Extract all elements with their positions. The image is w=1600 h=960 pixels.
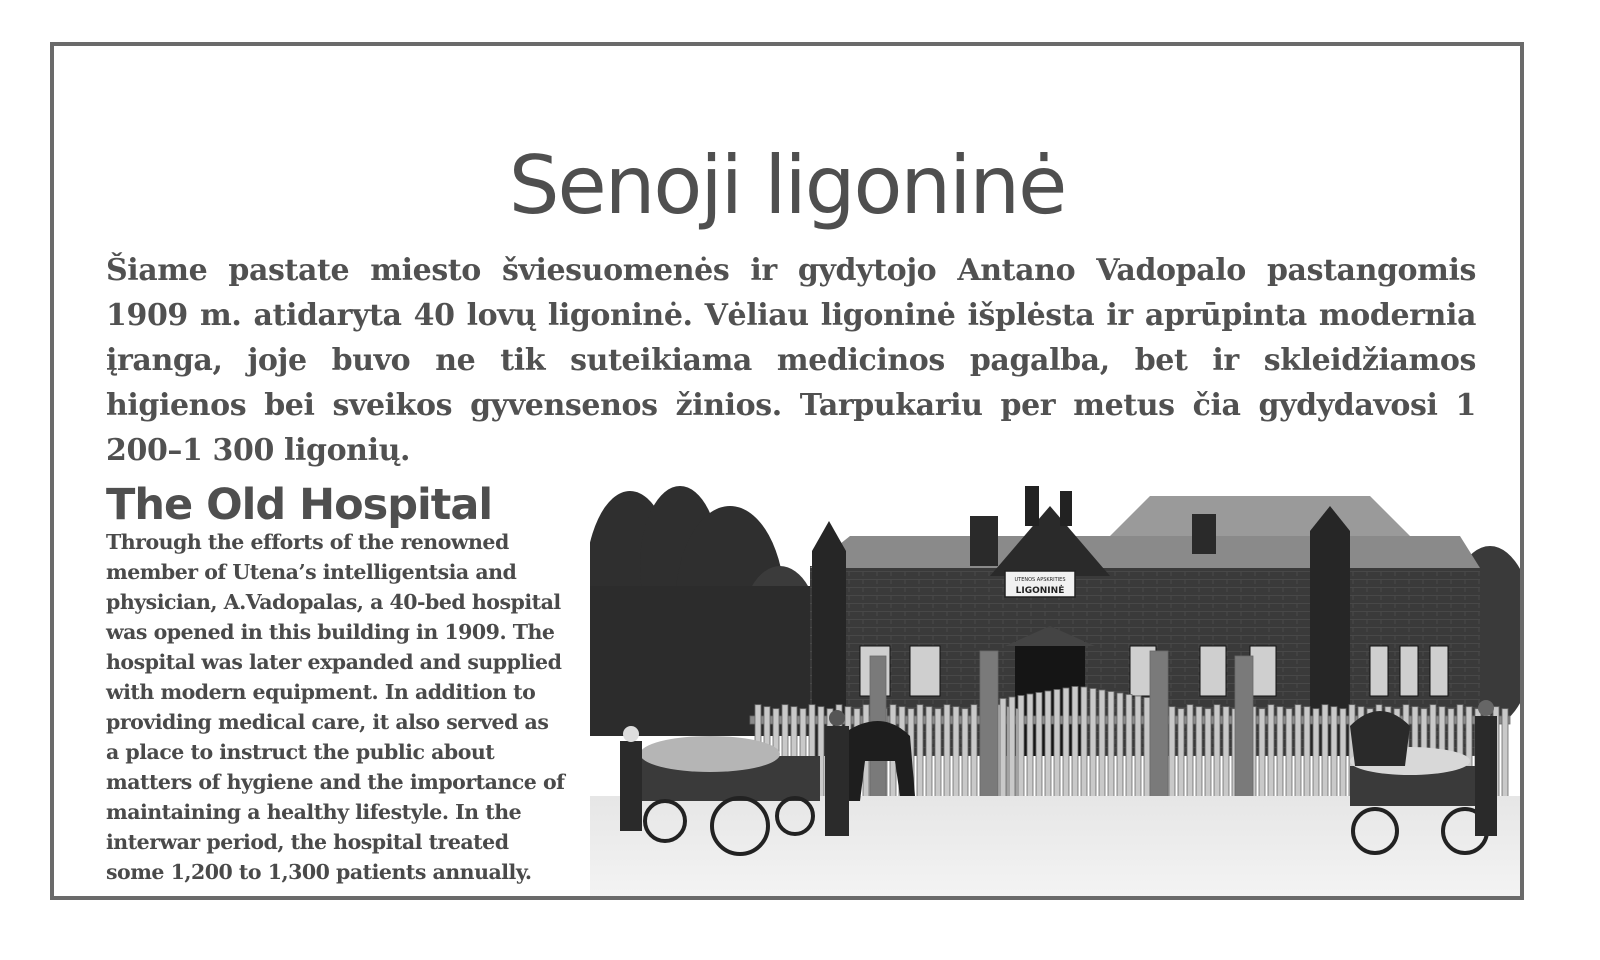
sign-line-1: UTENOS APSKRITIES: [1014, 577, 1066, 583]
page-title: Senoji ligoninė: [508, 138, 1066, 232]
lithuanian-paragraph: Šiame pastate miesto šviesuomenės ir gydytojo Antano Vadopalo pastangomis 1909 m. atidaryta 40 lovų ligoninė. Vėliau ligoninė išplėsta ir aprūpinta modernia įranga, joje buvo ne tik suteikiama medicinos pagalba, bet ir skleidžiamos higienos bei sveikos gyvensenos žinios. Tarpukariu per metus čia gydydavosi 1 200–1 300 ligonių.: [106, 253, 1476, 468]
english-paragraph: Through the efforts of the renowned member of Utena’s intelligentsia and physician, A.Vadopalas, a 40-bed hospital was opened in this building in 1909. The hospital was later expanded and supplied with modern equipment. In addition to providing medical care, it also served as a place to instruct the public about matters of hygiene and the importance of maintaining a healthy lifestyle. In the interwar period, the hospital treated some 1,200 to 1,300 patients annually.: [106, 529, 565, 884]
info-panel-frame: [50, 42, 1524, 900]
historic-hospital-photo: [590, 436, 1520, 900]
english-title: The Old Hospital: [106, 479, 493, 530]
sign-line-2: LIGONINĖ: [1015, 586, 1065, 596]
